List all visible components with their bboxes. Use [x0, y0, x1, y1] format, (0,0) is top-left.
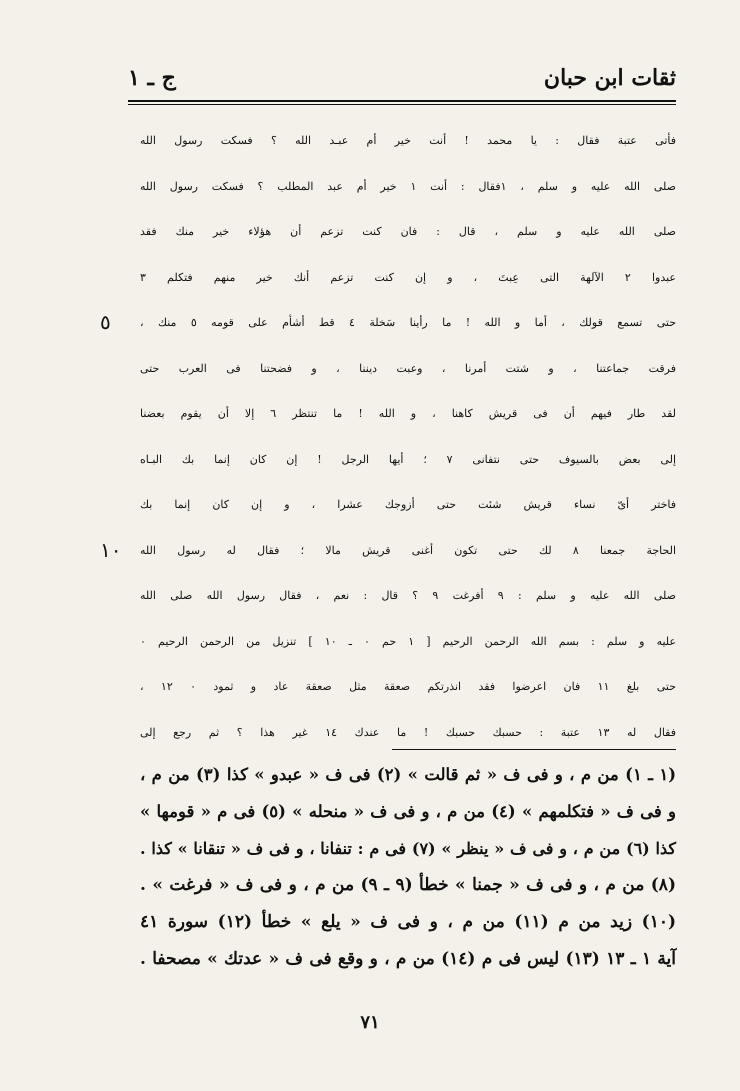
footnote-line: (١ ـ ١) من م ، و فى ف « ثم قالت » (٢) فى ف « عبدو » كذا (٣) من م ،	[140, 765, 677, 784]
footnote-line: (٨) من م ، و فى ف « جمنا » خطأ (٩ ـ ٩) من م ، و فى ف « فرغت » .	[140, 875, 676, 895]
running-title: ثقات ابن حبان	[543, 65, 676, 91]
page-header	[128, 60, 676, 96]
text-line: فرقت جماعتنا ، و شتت أمرنا ، وعبت ديننا ، و فضحتنا فى العرب حتى	[140, 361, 676, 375]
text-line: لقد طار فيهم أن فى قريش كاهنا ، و الله ! ما تنتظر ٦ إلا أن يقوم بعضنا	[140, 407, 676, 420]
text-line: فأتى عتبة فقال : يا محمد ! أنت خير أم عبـد الله ؟ فسكت رسول الله	[140, 134, 676, 147]
text-line: الحاجة جمعنا ٨ لك حتى تكون أغنى قريش مالا ؛ فقال له رسول الله ١٠	[100, 528, 676, 574]
page-number: ٧١	[360, 1012, 380, 1033]
footnote-line: (١٠) زيد من م (١١) من م ، و فى ف « يلع » خطأ (١٢) سورة ٤١	[140, 912, 677, 932]
text-line: حتى بلغ ١١ فان اعرضوا فقد انذرتكم صعقة مثل صعقة عاد و ثمود ٠ ١٢ ،	[140, 680, 677, 693]
text-line: صلى الله عليه و سلم ، قال : فان كنت تزعم أن هؤلاء خير منك فقد	[140, 225, 676, 238]
text-line: عليه و سلم : بسم الله الرحمن الرحيم [ ١ حم ٠ ـ ١٠ ] تنزيل من الرحمن الرحيم ٠	[140, 634, 676, 648]
line-number: ٥	[100, 310, 111, 334]
footnote-separator	[392, 749, 676, 750]
main-text	[100, 118, 676, 755]
text-line: صلى الله عليه و سلم ، ١فقال : أنت ١ خير أم عبد المطلب ؟ فسكت رسول الله	[140, 179, 677, 193]
footnote-line: كذا (٦) من م ، و فى ف « ينظر » (٧) فى م : تنفانا ، و فى ف « تنقانا » كذا .	[140, 839, 676, 858]
text-line: حتى تسمع قولك ، أما و الله ! ما رأينا سَخلة ٤ قط أشأم على قومه ٥ منك ، ٥	[100, 300, 676, 346]
footnote-line: و فى ف « فتكلمهم » (٤) من م ، و فى ف « منحله » (٥) فى م « قومها »	[140, 802, 676, 821]
text-line: إلى بعض بالسيوف حتى نتفانى ٧ ؛ أيها الرجل ! إن كان إنما بك البـاه	[140, 452, 676, 466]
header-rule-thin	[128, 104, 676, 105]
header-rule	[128, 100, 676, 102]
text-line: صلى الله عليه و سلم : ٩ أفرغت ٩ ؟ قال : نعم ، فقال رسول الله صلى الله	[140, 589, 676, 602]
footnote-line: آية ١ ـ ١٣ (١٣) ليس فى م (١٤) من م ، و وقع فى ف « عدتك » مصحفا .	[140, 949, 676, 969]
volume-label: ج ـ ١	[128, 65, 176, 91]
text-line: عبدوا ٢ الآلهة التى عِبتَ ، و إن كنت تزعم أنك خير منهم فتكلم ٣	[140, 270, 676, 284]
footnotes	[140, 756, 676, 978]
text-line: فقال له ١٣ عتبة : حسبك حسبك ! ما عندك ١٤ غير هذا ؟ ثم رجع إلى	[140, 725, 676, 739]
text-line: فاختر أىّ نساء قريش شئت حتى أزوجك عشرا ، و إن كان إنما بك	[140, 498, 676, 511]
line-number: ١٠	[100, 537, 122, 562]
